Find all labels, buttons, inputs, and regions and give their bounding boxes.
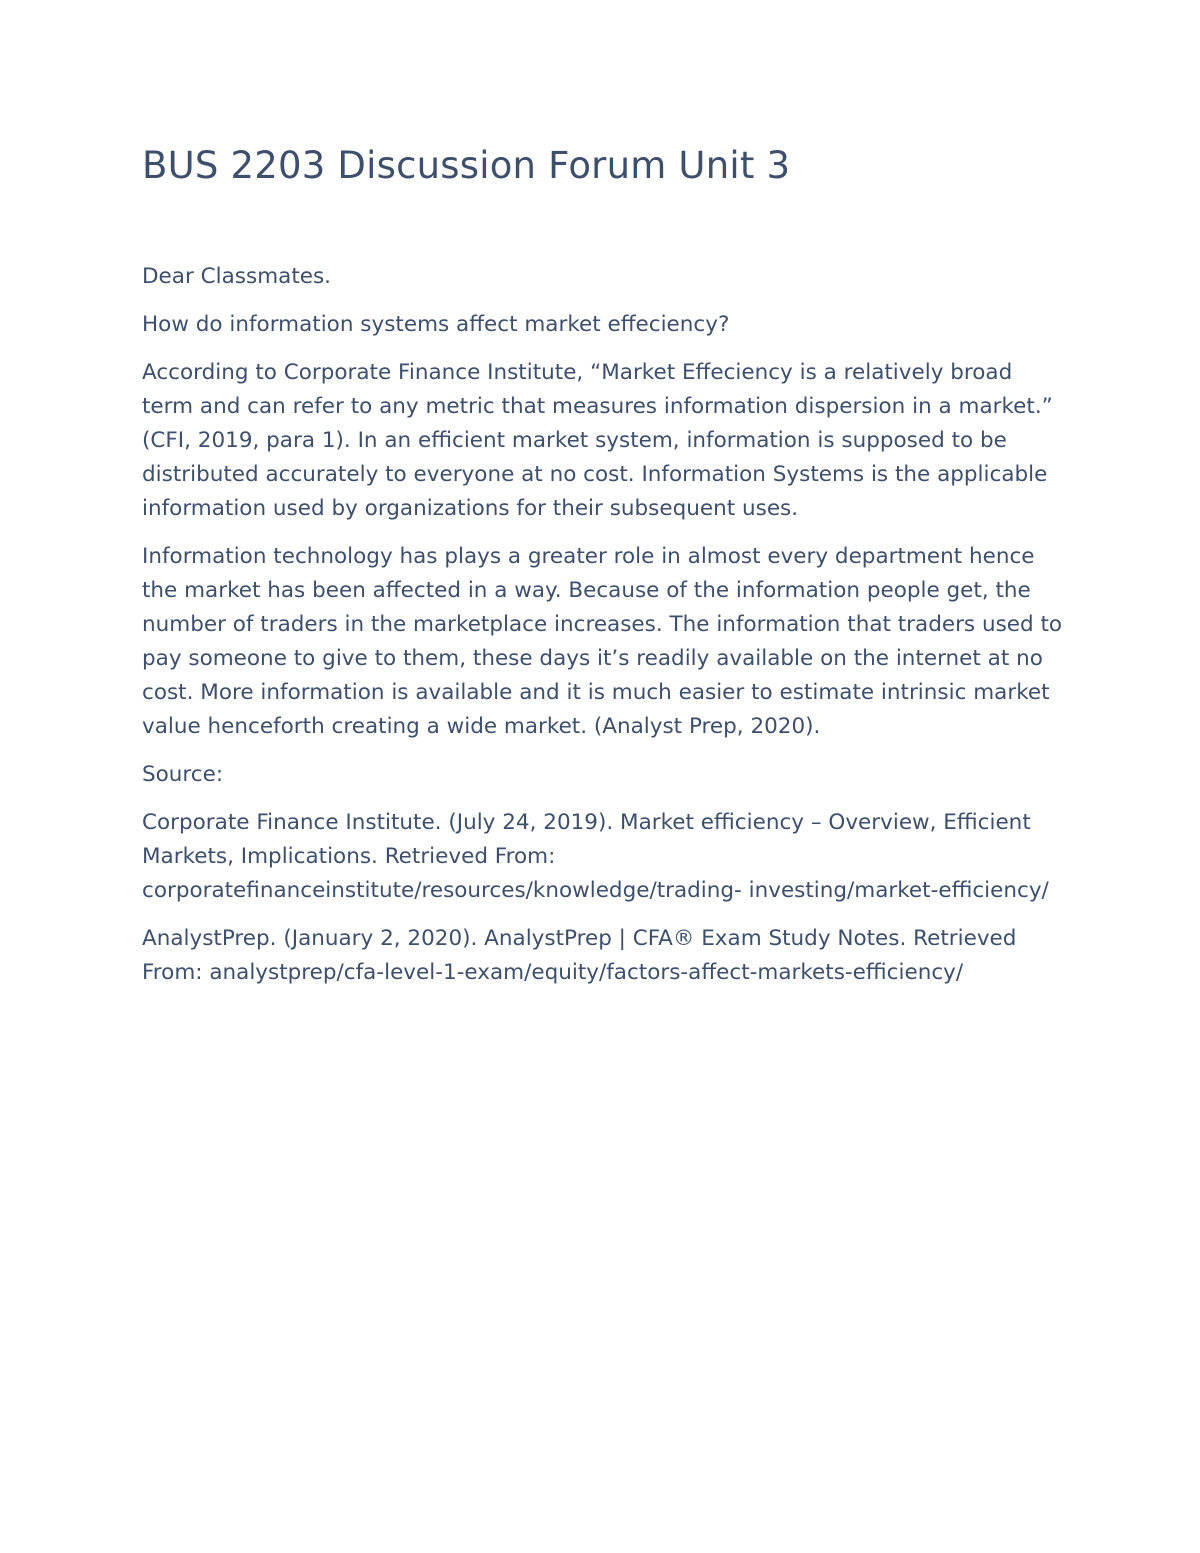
source-heading: Source: xyxy=(142,762,224,787)
document-body xyxy=(142,140,1067,1004)
discussion-question: How do information systems affect market effeciency? xyxy=(142,312,730,337)
greeting: Dear Classmates. xyxy=(142,264,332,289)
body-paragraph-2: Information technology has plays a greater role in almost every department hence the market has been affected in a way. Because of the information people get, the number of traders in the marketplace increases. The information that traders used to pay someone to give to them, these days it’s readily available on the internet at no cost. More information is available and it is much easier to estimate intrinsic market value henceforth creating a wide market. (Analyst Prep, 2020). xyxy=(142,544,1063,739)
document-title: BUS 2203 Discussion Forum Unit 3 xyxy=(142,144,791,187)
reference-2: AnalystPrep. (January 2, 2020). AnalystPrep | CFA® Exam Study Notes. Retrieved From: analystprep/cfa-level-1-exam/equity/factors-affect-markets-efficiency/ xyxy=(142,926,1017,985)
reference-1: Corporate Finance Institute. (July 24, 2019). Market efficiency – Overview, Efficient Markets, Implications. Retrieved From: corporatefinanceinstitute/resources/knowledge/trading- investing/market-efficiency/ xyxy=(142,810,1049,903)
body-paragraph-1: According to Corporate Finance Institute, “Market Effeciency is a relatively broad term and can refer to any metric that measures information dispersion in a market.” (CFI, 2019, para 1). In an efficient market system, information is supposed to be distributed accurately to everyone at no cost. Information Systems is the applicable information used by organizations for their subsequent uses. xyxy=(142,360,1053,521)
